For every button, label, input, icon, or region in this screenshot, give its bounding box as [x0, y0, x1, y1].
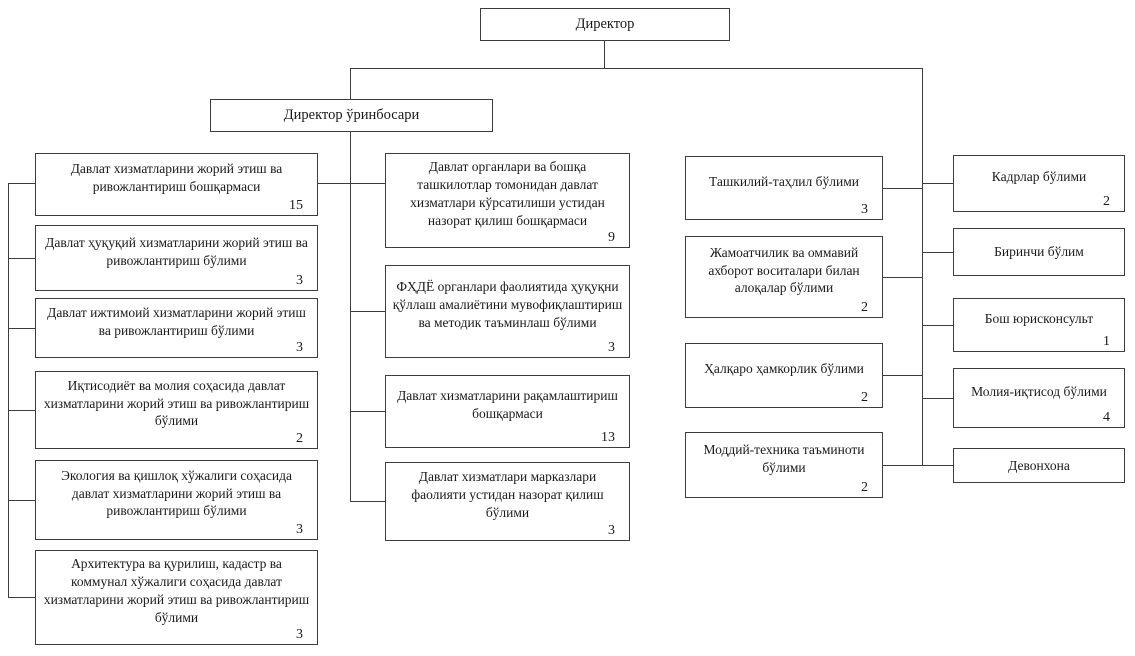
connector-line [8, 183, 35, 184]
org-node-deputy-director [210, 99, 493, 132]
node-count: 3 [861, 202, 868, 217]
connector-line [883, 277, 922, 278]
node-count: 3 [608, 340, 615, 355]
org-node-ecology-agriculture-division [35, 460, 318, 540]
node-count: 2 [861, 300, 868, 315]
org-node-international-cooperation-division [685, 343, 883, 408]
connector-line [922, 183, 953, 184]
node-label: Кадрлар бўлими [991, 169, 1087, 185]
org-node-economy-finance-division [35, 371, 318, 449]
node-label: Молия-иқтисод бўлими [971, 383, 1107, 399]
node-count: 4 [1103, 410, 1110, 425]
connector-line [922, 252, 953, 253]
org-node-legal-services-division [35, 225, 318, 291]
org-node-social-services-division [35, 298, 318, 358]
node-count: 1 [1103, 334, 1110, 349]
connector-line [883, 465, 922, 466]
connector-line [8, 410, 35, 411]
node-count: 3 [608, 523, 615, 538]
org-node-organizational-analysis-division [685, 156, 883, 220]
org-node-finance-economy-division [953, 368, 1125, 428]
connector-line [883, 188, 922, 189]
node-label: Экология ва қишлоқ хўжалиги соҳасида давлат хизматларини жорий этиш ва ривожлантириш бўлими [61, 467, 292, 519]
org-node-service-centers-control-division [385, 462, 630, 541]
connector-line [350, 411, 385, 412]
connector-line [922, 398, 953, 399]
node-label: Иқтисодиёт ва молия соҳасида давлат хизматларини жорий этиш ва ривожлантириш бўлими [43, 377, 310, 429]
node-count: 2 [296, 431, 303, 446]
node-count: 2 [861, 390, 868, 405]
node-label: Директор [575, 15, 635, 32]
node-label: Давлат хизматларини рақамлаштириш бошқармаси [397, 388, 618, 421]
node-count: 2 [861, 480, 868, 495]
node-count: 15 [289, 198, 303, 213]
org-node-architecture-construction-division [35, 550, 318, 645]
node-label: Давлат хизматларини жорий этиш ва ривожлантириш бошқармаси [70, 161, 283, 194]
node-label: Ташкилий-таҳлил бўлими [709, 173, 859, 189]
node-count: 3 [296, 522, 303, 537]
node-count: 3 [296, 627, 303, 642]
node-count: 3 [296, 273, 303, 288]
node-count: 13 [601, 430, 615, 445]
connector-line [8, 183, 9, 597]
org-node-first-division [953, 228, 1125, 276]
connector-line [8, 500, 35, 501]
node-count: 9 [608, 230, 615, 245]
node-label: Давлат хизматлари марказлари фаолияти устидан назорат қилиш бўлими [411, 469, 604, 520]
connector-line [318, 183, 385, 184]
org-node-hr-division [953, 155, 1125, 212]
connector-line [350, 132, 351, 501]
node-label: Биринчи бўлим [994, 244, 1084, 260]
org-node-civil-registry-methodology-division [385, 265, 630, 358]
connector-line [350, 501, 385, 502]
org-node-public-media-relations-division [685, 236, 883, 318]
node-label: Давлат ижтимоий хизматларини жорий этиш ва ривожлантириш бўлими [47, 304, 306, 338]
org-node-digitalization-dept [385, 375, 630, 448]
connector-line [350, 311, 385, 312]
connector-line [922, 325, 953, 326]
connector-line [922, 68, 923, 466]
node-label: Девонхона [1008, 457, 1070, 473]
connector-line [8, 258, 35, 259]
node-count: 3 [296, 340, 303, 355]
org-node-chancellery [953, 448, 1125, 483]
connector-line [883, 375, 922, 376]
node-label: ФҲДЁ органлари фаолиятида ҳуқуқни қўллаш амалиётини мувофиқлаштириш ва методик таъминлаш бўлими [392, 279, 623, 330]
org-node-state-bodies-control-dept [385, 153, 630, 248]
connector-line [922, 465, 953, 466]
connector-line [604, 41, 605, 68]
connector-line [8, 597, 35, 598]
org-node-director [480, 8, 730, 41]
node-count: 2 [1103, 194, 1110, 209]
org-node-services-implementation-dept [35, 153, 318, 216]
node-label: Директор ўринбосари [283, 106, 420, 123]
node-label: Жамоатчилик ва оммавий ахборот воситалари билан алоқалар бўлими [708, 244, 860, 296]
node-label: Давлат ҳуқуқий хизматларини жорий этиш ва ривожлантириш бўлими [45, 234, 308, 268]
node-label: Ҳалқаро ҳамкорлик бўлими [704, 361, 864, 377]
node-label: Бош юрисконсульт [984, 310, 1094, 326]
org-node-material-technical-supply-division [685, 432, 883, 498]
org-node-chief-legal-counsel [953, 298, 1125, 352]
node-label: Архитектура ва қурилиш, кадастр ва коммунал хўжалиги соҳасида давлат хизматларини жорий этиш ва ривожлантириш бўлими [43, 556, 310, 625]
connector-line [8, 328, 35, 329]
connector-line [350, 68, 922, 69]
node-label: Моддий-техника таъминоти бўлими [703, 441, 865, 475]
node-label: Давлат органлари ва бошқа ташкилотлар томонидан давлат хизматлари кўрсатилиши устидан назорат қилиш бошқармаси [410, 159, 605, 228]
connector-line [350, 68, 351, 99]
